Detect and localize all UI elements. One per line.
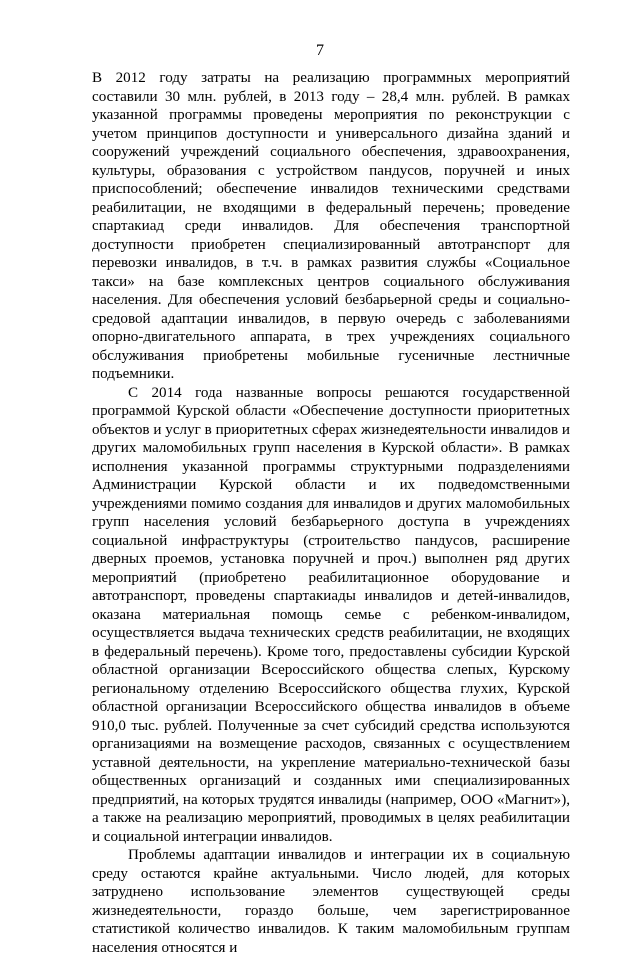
paragraph-funding-2012-2013: В 2012 году затраты на реализацию программных мероприятий составили 30 млн. рублей, в 2013 году – 28,4 млн. рублей. В рамках указанной программы проведены мероприятия по реконструкции с учетом принципов доступности и универсального дизайна зданий и сооружений учреждений социального обеспечения, здравоохранения, культуры, образования с устройством пандусов, поручней и иных приспособлений; обеспечение инвалидов техническими средствами реабилитации, не входящими в федеральный перечень; проведение спартакиад среди инвалидов. Для обеспечения транспортной доступности приобретен специализированный автотранспорт для перевозки инвалидов, в т.ч. в рамках развития службы «Социальное такси» на базе комплексных центров социального обслуживания населения. Для обеспечения условий безбарьерной среды и социально-средовой адаптации инвалидов, в первую очередь с заболеваниями опорно-двигательного аппарата, в трех учреждениях социального обслуживания приобретены мобильные гусеничные лестничные подъемники. bbox=[92, 70, 570, 382]
page-number: 7 bbox=[316, 42, 324, 59]
paragraph-adaptation-problems: Проблемы адаптации инвалидов и интеграции их в социальную среду остаются крайне актуальными. Число людей, для которых затруднено использование элементов существующей среды жизнедеятельности, гораздо больше, чем зарегистрированное статистикой количество инвалидов. К таким маломобильным группам населения относятся и bbox=[92, 847, 570, 956]
document-body bbox=[92, 69, 570, 957]
paragraph-program-2014: С 2014 года названные вопросы решаются государственной программой Курской области «Обеспечение доступности приоритетных объектов и услуг в приоритетных сферах жизнедеятельности инвалидов и других маломобильных групп населения в Курской области». В рамках исполнения указанной программы структурными подразделениями Администрации Курской области и их подведомственными учреждениями помимо создания для инвалидов и других маломобильных групп населения условий безбарьерного доступа в учреждениях социальной инфраструктуры (строительство пандусов, расширение дверных проемов, установка поручней и проч.) выполнен ряд других мероприятий (приобретено реабилитационное оборудование и автотранспорт, проведены спартакиады инвалидов и детей-инвалидов, оказана материальная помощь семье с ребенком-инвалидом, осуществляется выдача технических средств реабилитации, не входящих в федеральный перечень). Кроме того, предоставлены субсидии Курской областной организации Всероссийского общества слепых, Курскому региональному отделению Всероссийского общества глухих, Курской областной организации Всероссийского общества инвалидов в объеме 910,0 тыс. рублей. Полученные за счет субсидий средства используются организациями на возмещение расходов, связанных с осуществлением уставной деятельности, на укрепление материально-технической базы общественных организаций и созданных ими специализированных предприятий, на которых трудятся инвалиды (например, ООО «Магнит»), а также на реализацию мероприятий, проводимых в целях реабилитации и социальной интеграции инвалидов. bbox=[92, 384, 570, 845]
